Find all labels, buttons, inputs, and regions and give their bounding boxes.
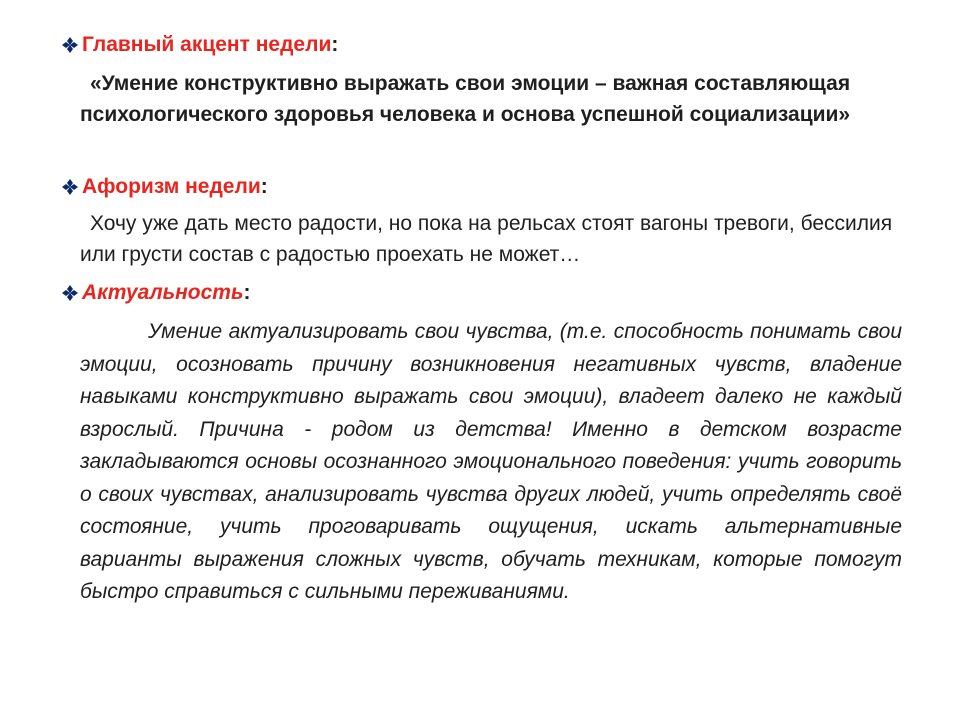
diamond-bullet-icon (60, 177, 80, 197)
section-relevance (80, 278, 902, 609)
diamond-bullet-icon (60, 35, 80, 55)
heading-relevance (80, 278, 902, 308)
heading-aphorism (80, 172, 902, 202)
diamond-bullet-icon (60, 283, 80, 303)
relevance-text: Умение актуализировать свои чувства, (т.е. способность понимать свои эмоции, осозновать причину возникновения негативных чувств, владение навыками конструктивно выражать свои эмоции), владеет далеко не каждый взрослый. Причина - родом из детства! Именно в детском возрасте закладываются основы осознанного эмоционального поведения: учить говорить о своих чувствах, анализировать чувства других людей, учить определять своё состояние, учить проговаривать ощущения, искать альтернативные варианты выражения сложных чувств, обучать техникам, которые помогут быстро справиться с сильными переживаниями. (80, 320, 902, 603)
section-aphorism (80, 172, 902, 270)
heading-text: Актуальность (82, 281, 244, 304)
heading-colon: : (243, 281, 251, 304)
main-accent-text: «Умение конструктивно выражать свои эмоции – важная составляющая психологического здоровья человека и основа успешной социализации» (80, 72, 851, 126)
heading-main-accent (80, 30, 902, 60)
aphorism-text: Хочу уже дать место радости, но пока на рельсах стоят вагоны тревоги, бессилия или грусти состав с радостью проехать не может… (80, 212, 893, 266)
heading-text: Афоризм недели (82, 175, 261, 198)
heading-colon: : (260, 175, 268, 198)
heading-text: Главный акцент недели (82, 33, 332, 56)
section-main-accent (80, 30, 902, 130)
heading-colon: : (331, 33, 339, 56)
